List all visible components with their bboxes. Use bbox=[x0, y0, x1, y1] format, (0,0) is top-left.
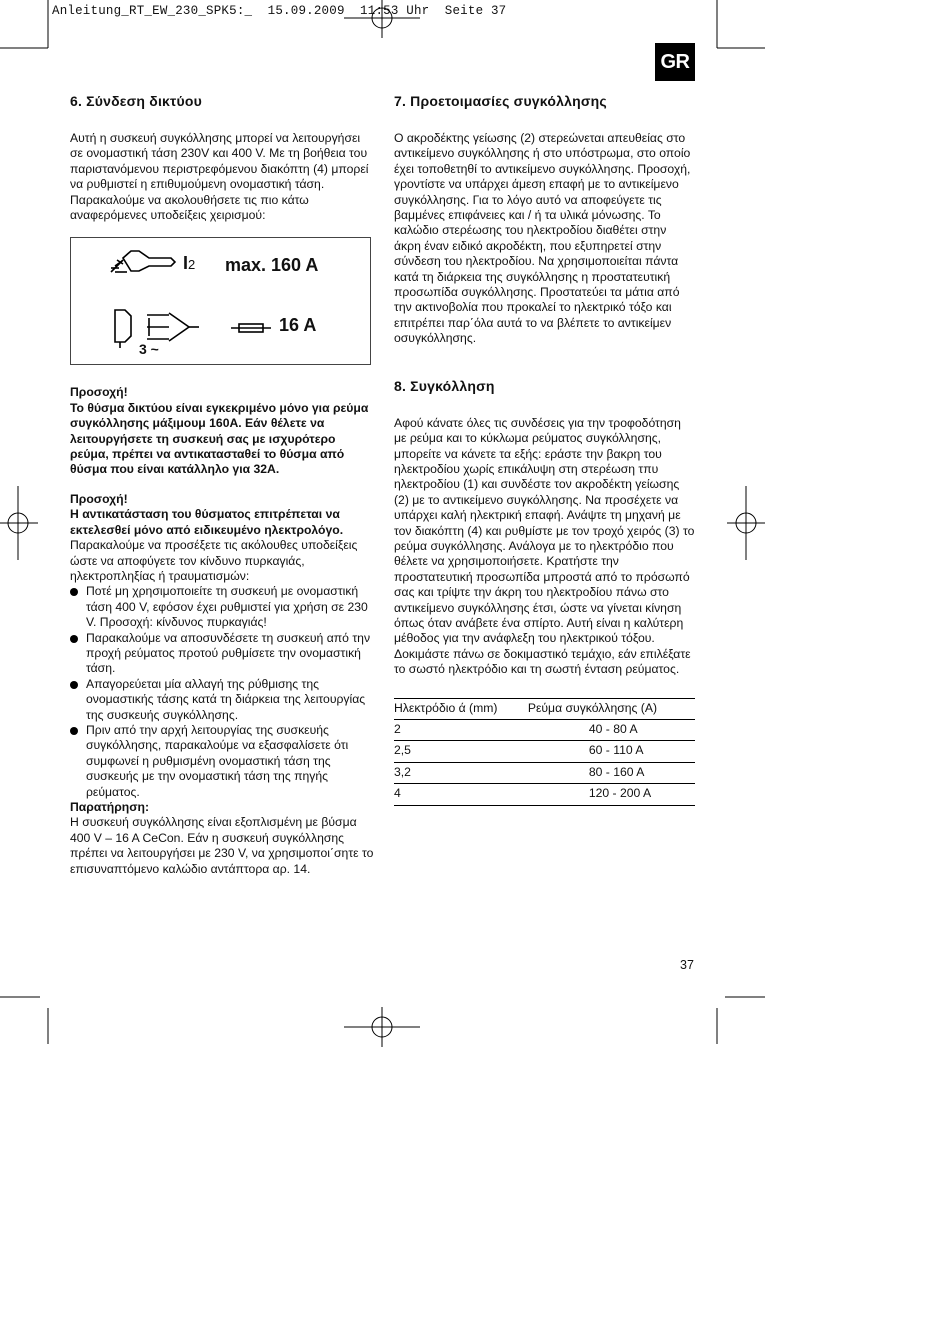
table-cell: 120 - 200 A bbox=[528, 784, 695, 805]
electrode-table bbox=[394, 698, 695, 806]
section-8-heading: 8. Συγκόλληση bbox=[394, 377, 495, 394]
i2-label: I2 bbox=[183, 253, 196, 274]
print-header: Anleitung_RT_EW_230_SPK5:_ 15.09.2009 11:53 Uhr Seite 37 bbox=[52, 4, 507, 18]
list-item: Πριν από την αρχή λειτουργίας της συσκευής συγκόλλησης, παρακαλούμε να εξασφαλίσετε ότι συμφωνεί η ρυθμισμένη ονομαστική τάση της συσκευής με την ονομαστική τάση της πηγής ρεύματος. bbox=[70, 723, 375, 800]
diagram-symbols bbox=[71, 238, 370, 364]
electrode-holder-icon bbox=[123, 251, 175, 271]
section-6-heading: 6. Σύνδεση δικτύου bbox=[70, 93, 202, 109]
warning-2-followup: Παρακαλούμε να προσέξετε τις ακόλουθες υποδείξεις ώστε να αποφύγετε τον κίνδυνο πυρκαγιάς, ηλεκτροπληξίας ή τραυματισμών: bbox=[70, 538, 358, 583]
table-cell: 80 - 160 A bbox=[528, 762, 695, 783]
note-title: Παρατήρηση: bbox=[70, 800, 150, 814]
table-header-row bbox=[394, 698, 695, 719]
connection-diagram bbox=[70, 237, 371, 365]
warning-1-title: Προσοχή! bbox=[70, 385, 128, 400]
section-7-text: Ο ακροδέκτης γείωσης (2) στερεώνεται απευθείας στο αντικείμενο συγκόλλησης ή στο υπόστρωμα, στο οποίο έχει τοποθετηθί το αντικείμενο συγκόλλησης. Προσοχή, γροντίστε να υπάρχει άμεση επαφή με το αντικείμενο συγκόλλησης. Για το λόγο αυτό να αποφεύγετε τις βαμμένες επιφάνειες και / ή τα υλικά μόνωσης. Το καλώδιο στερέωσης του ηλεκτροδίου διαθέτει στην άκρη έναν ειδικό ακροδέκτη, που εξυπηρετεί στην σύνδεση του ηλεκτροδίου. Να χρησιμοποιείται πάντα κατά τη διάρκεια της συγκόλλησης η προστατευτική προσωπίδα συγκόλλησης. Προστατεύει τα μάτια από την ακτινοβολία που προκαλεί το ηλεκτρικό τόξο και επιτρέπει παρ΄όλα αυτά το να βλέπετε το αντικείμεν οσυγκόλλησης. bbox=[394, 131, 691, 346]
phase-label: 3 ~ bbox=[139, 341, 159, 358]
table-cell: 3,2 bbox=[394, 762, 528, 783]
table-cell: 2,5 bbox=[394, 741, 528, 762]
table-header-current: Ρεύμα συγκόλλησης (A) bbox=[528, 698, 695, 719]
table-cell: 2 bbox=[394, 720, 528, 741]
table-row bbox=[394, 720, 695, 741]
table-cell: 60 - 110 A bbox=[528, 741, 695, 762]
table-cell: 40 - 80 A bbox=[528, 720, 695, 741]
warning-2-text: Η αντικατάσταση του θύσματος επιτρέπεται να εκτελεσθεί μόνο από ειδικευμένο ηλεκτρολόγο. bbox=[70, 507, 344, 537]
page-number: 37 bbox=[680, 958, 694, 972]
plug-body-icon bbox=[115, 310, 131, 342]
warning-2-title: Προσοχή! bbox=[70, 491, 128, 506]
section-6-intro: Αυτή η συσκευή συγκόλλησης μπορεί να λειτουργήσει σε ονομαστική τάση 230V και 400 V. Με τη βοήθεια του παριστανόμενου περιστρεφόμενου διακόπτη (4) μπορεί να ρυθμιστεί η επιθυμούμενη ονομαστική τάση. Παρακαλούμε να ακολουθήσετε τις πιο κάτω αναφερόμενες υποδείξεις χειρισμού: bbox=[70, 131, 369, 223]
language-badge: GR bbox=[655, 43, 695, 81]
list-item: Απαγορεύεται μία αλλαγή της ρύθμισης της ονομαστικής τάσης κατά τη διάρκεια της λειτουργίας της συσκευής συγκόλλησης. bbox=[70, 677, 375, 723]
warning-1-text: Το θύσμα δικτύου είναι εγκεκριμένο μόνο για ρεύμα συγκόλλησης μάξιμουμ 160A. Εάν θέλετε να λειτουργήσετε τη συσκευή σας με ισχυρότερο ρεύμα, πρέπει να αντικατασταθεί το θύσμα από θύσμα που είναι κατάλληλο για 32A. bbox=[70, 400, 369, 477]
section-8-text: Αφού κάνατε όλες τις συνδέσεις για την τροφοδότηση με ρεύμα και το κύκλωμα ρεύματος συγκόλλησης, μπορείτε να κάνετε τα εξής: εράστε την βακρη του ηλεκτροδίου χωρίς επικάλυψη στη στερέωση τπυ ηλεκτροδίου (1) και συνδέστε τον ακροδέκτη γείωσης (2) με το αντικείμενο συγκόλλησης. Να προσέχετε να υπάρχει καλή ηλεκτρική επαφή. Ανάψτε τη μηχανή με τον διακόπτη (4) και ρυθμίστε με τον τροχό χειρός (3) το ρεύμα συγκόλλησης. Ανάλογα με το ηλεκτρόδιο που θέλετε να χρησιμοποιήσετε. Κρατήστε την προστατευτική προσωπίδα μπροστά από το πρόσωπό σας και τρίψτε την άκρη του ηλεκτροδίου πάνω στο αντικείμενο συγκόλλησης έτσι, ώστε να γίνεται κίνηση όπως όταν ανάβετε ένα σπίρτο. Αυτή είναι η καλύτερη μέθοδος για την ανάφλεξη του ηλεκτρικού τόξου. Δοκιμάστε πάνω σε δοκιμαστικό τεμάχιο, εάν επιλέξατε το σωστό ηλεκτρόδιο και τη σωστή ένταση ρεύματος. bbox=[394, 415, 695, 677]
max-current-label: max. 160 A bbox=[225, 255, 319, 276]
left-column bbox=[70, 92, 375, 877]
fuse-current-label: 16 A bbox=[279, 315, 317, 336]
list-item: Ποτέ μη χρησιμοποιείτε τη συσκευή με ονομαστική τάση 400 V, εφόσον έχει ρυθμιστεί για χρήση σε 230 V. Προσοχή: κίνδυνος πυρκαγιάς! bbox=[70, 584, 375, 630]
plug-pins-icon bbox=[169, 313, 189, 341]
table-row bbox=[394, 741, 695, 762]
table-header-electrode: Ηλεκτρόδιο ά (mm) bbox=[394, 698, 528, 719]
section-7-heading: 7. Προετοιμασίες συγκόλλησης bbox=[394, 93, 607, 109]
table-cell: 4 bbox=[394, 784, 528, 805]
note-text: Η συσκευή συγκόλλησης είναι εξοπλισμένη με βύσμα 400 V – 16 A CeCon. Εάν η συσκευή συγκόλλησης πρέπει να λειτουργήσει με 230 V, να χρησιμοποι΄σητε το επισυναπτόμενο καλώδιο αντάπτορα αρ. 14. bbox=[70, 815, 374, 876]
list-item: Παρακαλούμε να αποσυνδέσετε τη συσκευή από την προχή ρεύματος προτού ρυθμίσετε την ονομαστική τάση. bbox=[70, 631, 375, 677]
right-column bbox=[394, 92, 696, 806]
table-row bbox=[394, 784, 695, 805]
table-row bbox=[394, 762, 695, 783]
safety-bullet-list bbox=[70, 584, 375, 800]
